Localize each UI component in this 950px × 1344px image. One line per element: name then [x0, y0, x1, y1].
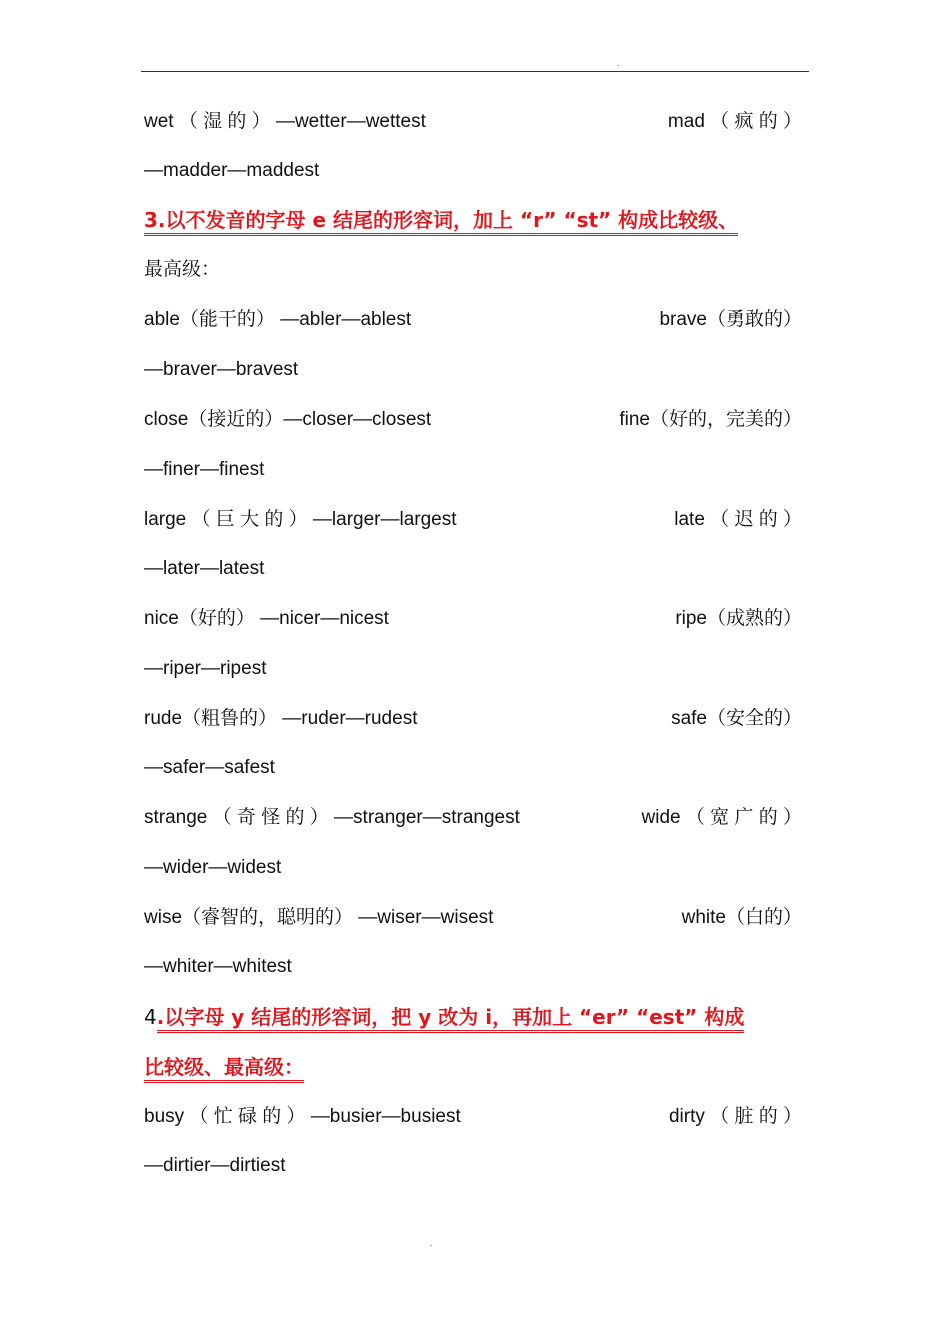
word-entry-left: able（能干的） —abler—ablest: [144, 309, 412, 330]
section-4-heading-continuation: [144, 1052, 808, 1084]
word-row: [144, 803, 808, 833]
word-entry-left: nice（好的） —nicer—nicest: [144, 608, 389, 629]
word-entry-left: —riper—ripest: [144, 658, 267, 679]
word-entry-right: ripe（成熟的）: [675, 608, 802, 629]
word-entry-left: large （ 巨 大 的 ） —larger—largest: [144, 509, 457, 530]
word-row: [144, 405, 808, 435]
word-row: [144, 455, 808, 485]
header-rule: [141, 71, 809, 72]
word-row: [144, 952, 808, 982]
word-entry-left: —whiter—whitest: [144, 956, 292, 977]
section-4-heading-text: .以字母 y 结尾的形容词，把 y 改为 i，再加上 “er” “est” 构成: [157, 1005, 745, 1033]
word-row: [144, 1151, 808, 1181]
word-row: [144, 604, 808, 634]
word-row: [144, 107, 808, 137]
word-row: [144, 704, 808, 734]
section-3-heading: [144, 205, 808, 237]
word-entry-left: —dirtier—dirtiest: [144, 1155, 286, 1176]
word-entry-left: —wider—widest: [144, 857, 282, 878]
word-entry-right: late （ 迟 的 ）: [674, 509, 802, 530]
word-row: [144, 505, 808, 535]
word-entry-right: mad （ 疯 的 ）: [667, 111, 802, 132]
word-entry-right: safe（安全的）: [671, 708, 802, 729]
word-row: [144, 1102, 808, 1132]
word-entry-left: —later—latest: [144, 558, 265, 579]
section-4-heading: [144, 1002, 808, 1034]
word-row: [144, 853, 808, 883]
footer-mark: .: [430, 1238, 433, 1248]
section-4-number: 4: [144, 1005, 157, 1029]
word-entry-right: wide （ 宽 广 的 ）: [641, 807, 802, 828]
header-mark: .: [617, 58, 620, 68]
word-entry-left: rude（粗鲁的） —ruder—rudest: [144, 708, 418, 729]
word-entry-left: —madder—maddest: [144, 160, 320, 181]
word-entry-left: —safer—safest: [144, 757, 275, 778]
word-row: [144, 305, 808, 335]
word-row: [144, 554, 808, 584]
word-entry-left: busy （ 忙 碌 的 ） —busier—busiest: [144, 1106, 461, 1127]
word-row: [144, 903, 808, 933]
word-entry-right: white（白的）: [681, 907, 802, 928]
word-row: [144, 654, 808, 684]
word-entry-left: —finer—finest: [144, 459, 265, 480]
word-entry-left: close（接近的）—closer—closest: [144, 409, 432, 430]
section-3-heading-continuation: 最高级：: [144, 259, 221, 280]
word-row: [144, 156, 808, 186]
word-entry-right: brave（勇敢的）: [659, 309, 802, 330]
word-entry-right: fine（好的，完美的）: [619, 409, 802, 430]
word-entry-right: dirty （ 脏 的 ）: [668, 1106, 802, 1127]
word-entry-left: strange （ 奇 怪 的 ） —stranger—strangest: [144, 807, 520, 828]
word-entry-left: wet （ 湿 的 ） —wetter—wettest: [144, 111, 426, 132]
word-entry-left: —braver—bravest: [144, 359, 299, 380]
section-4-heading-continuation-text: 比较级、最高级：: [144, 1055, 304, 1083]
word-row: [144, 753, 808, 783]
section-3-heading-text: 3.以不发音的字母 e 结尾的形容词，加上 “r” “st” 构成比较级、: [144, 208, 738, 236]
word-row: [144, 355, 808, 385]
word-entry-left: wise（睿智的，聪明的） —wiser—wisest: [144, 907, 494, 928]
